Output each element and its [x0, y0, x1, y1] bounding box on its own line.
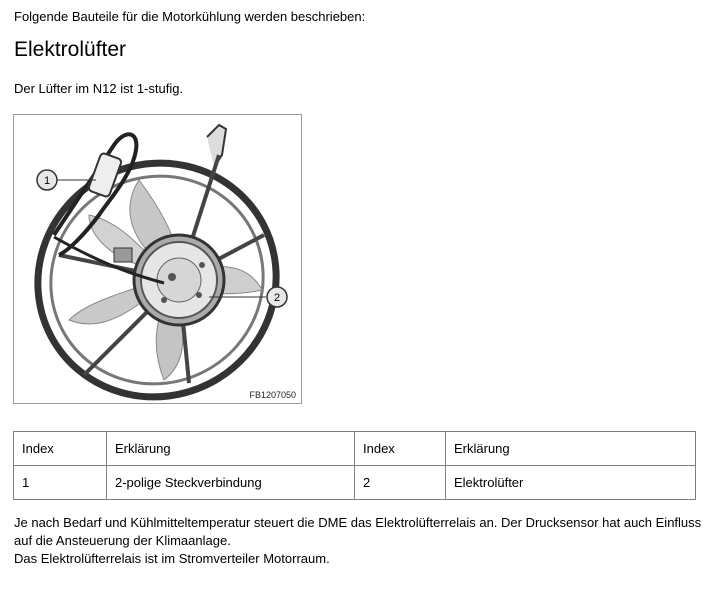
electric-fan-illustration: [14, 115, 302, 404]
row-explanation-2: Elektrolüfter: [446, 466, 696, 500]
callout-2: [267, 287, 287, 307]
row-index-2: 2: [355, 466, 446, 500]
table-row: [14, 466, 696, 500]
figure-code: FB1207050: [249, 390, 296, 400]
subtitle-text: Der Lüfter im N12 ist 1-stufig.: [14, 81, 184, 96]
footer-paragraph-2: Das Elektrolüfterrelais ist im Stromverteiler Motorraum.: [14, 551, 330, 566]
row-index-1: 1: [14, 466, 107, 500]
footer-paragraph-1: Je nach Bedarf und Kühlmitteltemperatur steuert die DME das Elektrolüfterrelais an. Der Drucksensor hat auch Einfluss auf die Ansteuerung der Klimaanlage.: [14, 515, 702, 548]
callout-1: [37, 170, 57, 190]
callout-1-label: 1: [43, 175, 51, 187]
header-explanation-1: Erklärung: [107, 432, 355, 466]
row-explanation-1: 2-polige Steckverbindung: [107, 466, 355, 500]
intro-text: Folgende Bauteile für die Motorkühlung werden beschrieben:: [14, 9, 366, 24]
page-title: Elektrolüfter: [14, 38, 127, 61]
header-index-1: Index: [14, 432, 107, 466]
header-index-2: Index: [355, 432, 446, 466]
header-explanation-2: Erklärung: [446, 432, 696, 466]
table-header-row: [14, 432, 696, 466]
fan-figure: [13, 114, 302, 404]
callout-2-label: 2: [273, 292, 281, 304]
legend-table: [13, 431, 696, 500]
footer-text: [14, 514, 702, 568]
